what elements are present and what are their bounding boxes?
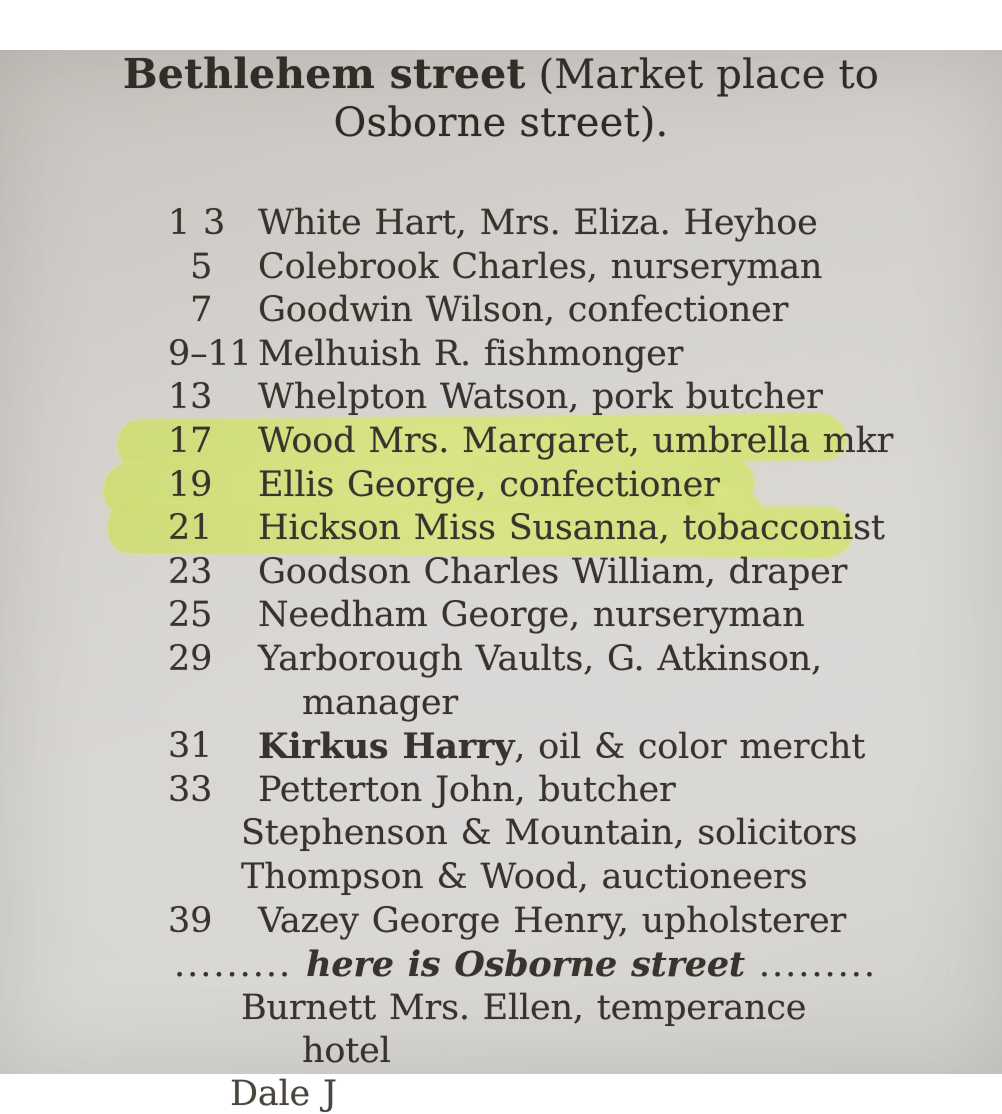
entry-text: manager [302,682,458,723]
entry-list [0,202,1002,1114]
directory-entry [0,682,1002,726]
house-number: 25 [168,595,213,636]
directory-entry [0,202,1002,246]
house-number: 5 [168,246,213,287]
entry-text: Petterton John, butcher [258,769,676,810]
directory-entry [0,333,1002,377]
house-number: 29 [168,638,213,679]
entry-text: Goodson Charles William, draper [258,551,848,592]
directory-entry [0,246,1002,290]
entry-name-bold: Kirkus Harry [258,726,515,768]
entry-text: Colebrook Charles, nurseryman [258,246,823,287]
entry-text: Whelpton Watson, pork butcher [258,377,823,418]
entry-text: hotel [302,1031,391,1072]
entry-text: Hickson Miss Susanna, tobacconist [258,508,885,549]
house-number: 33 [168,769,213,810]
entry-text: Dale J [230,1073,337,1114]
entry-text: Burnett Mrs. Ellen, temperance [241,987,807,1028]
house-number: 31 [168,726,213,767]
directory-entry [0,289,1002,333]
street-heading-range-start: (Market place to [525,52,880,98]
entry-text: Ellis George, confectioner [258,464,720,505]
directory-entry [0,638,1002,682]
directory-entry [0,551,1002,595]
directory-entry [0,420,1002,464]
directory-entry [0,812,1002,856]
entry-text: Melhuish R. fishmonger [258,333,684,374]
directory-entry [0,594,1002,638]
entry-text: Yarborough Vaults, G. Atkinson, [258,638,822,679]
directory-entry [0,900,1002,944]
house-number: 1 3 [168,203,226,243]
dots-leader-right: ......... [758,945,878,986]
street-heading-line2: Osborne street). [333,100,669,146]
directory-entry [0,507,1002,551]
directory-entry [0,464,1002,508]
entry-text: , oil & color mercht [514,727,866,768]
house-number: 17 [168,420,213,461]
entry-text: Needham George, nurseryman [258,595,805,636]
street-name-italic: here is Osborne street [306,944,745,986]
house-number: 13 [168,377,213,418]
house-number: 23 [168,551,213,592]
directory-entry [0,769,1002,813]
directory-entry [0,725,1002,769]
entry-text: Stephenson & Mountain, solicitors [241,813,858,854]
entry-text: Thompson & Wood, auctioneers [241,856,808,897]
dots-leader-left: ......... [174,945,293,986]
entry-text: Goodwin Wilson, confectioner [258,290,789,331]
street-heading [0,50,1002,147]
directory-entry [0,376,1002,420]
directory-entry [0,856,1002,900]
house-number: 19 [168,464,213,505]
entry-text: White Hart, Mrs. Eliza. Heyhoe [258,203,818,243]
entry-text: Wood Mrs. Margaret, umbrella mkr [258,420,894,461]
entry-text: Vazey George Henry, upholsterer [258,900,847,941]
directory-page [0,50,1002,1114]
directory-entry [0,987,1002,1031]
street-heading-line1 [0,50,1002,99]
cut-off-entry [0,1073,1002,1114]
house-number: 39 [168,900,213,941]
street-separator [0,943,1002,987]
street-name-bold: Bethlehem street [122,50,526,98]
directory-entry [0,1030,1002,1074]
house-number: 7 [168,290,213,331]
house-number: 9–11 [168,333,252,374]
house-number: 21 [168,508,213,549]
